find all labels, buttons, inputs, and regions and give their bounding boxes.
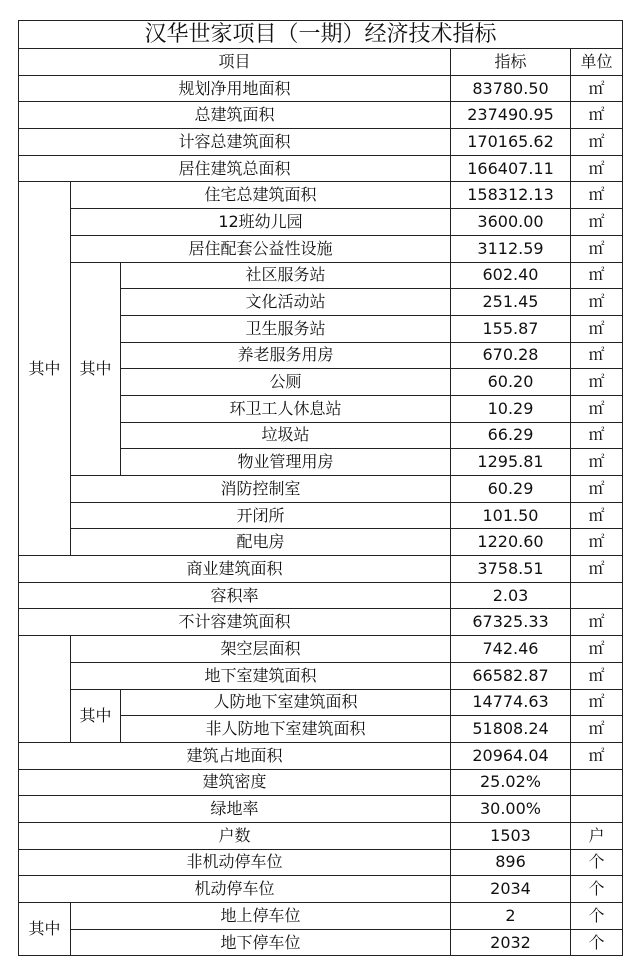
row-unit: ㎡ [571, 609, 623, 636]
subgroup-label: 其中 [71, 262, 121, 476]
row-unit: ㎡ [571, 182, 623, 209]
row-item: 非人防地下室建筑面积 [121, 716, 451, 743]
row-item: 开闭所 [71, 502, 451, 529]
row-item: 规划净用地面积 [19, 75, 451, 102]
table-row [19, 155, 623, 182]
table-row [19, 689, 623, 716]
row-value: 30.00% [451, 796, 571, 823]
row-unit: ㎡ [571, 556, 623, 583]
row-unit: ㎡ [571, 662, 623, 689]
table-row [19, 582, 623, 609]
row-item: 商业建筑面积 [19, 556, 451, 583]
table-row [19, 75, 623, 102]
row-unit: ㎡ [571, 502, 623, 529]
row-item: 非机动停车位 [19, 849, 451, 876]
row-item: 住宅总建筑面积 [71, 182, 451, 209]
row-unit: ㎡ [571, 529, 623, 556]
table-row [19, 742, 623, 769]
row-item: 配电房 [71, 529, 451, 556]
table-row [19, 929, 623, 956]
table-row [19, 102, 623, 129]
row-unit: ㎡ [571, 209, 623, 236]
row-item: 户数 [19, 822, 451, 849]
row-value: 2034 [451, 876, 571, 903]
row-unit: ㎡ [571, 689, 623, 716]
row-unit: ㎡ [571, 75, 623, 102]
row-item: 总建筑面积 [19, 102, 451, 129]
row-value: 251.45 [451, 289, 571, 316]
group-blank [19, 636, 71, 743]
row-value: 14774.63 [451, 689, 571, 716]
row-value: 51808.24 [451, 716, 571, 743]
row-item: 容积率 [19, 582, 451, 609]
row-value: 3758.51 [451, 556, 571, 583]
row-value: 1295.81 [451, 449, 571, 476]
row-item: 地下室建筑面积 [71, 662, 451, 689]
row-value: 170165.62 [451, 129, 571, 156]
table-row [19, 502, 623, 529]
row-unit [571, 796, 623, 823]
row-unit [571, 582, 623, 609]
row-item: 人防地下室建筑面积 [121, 689, 451, 716]
indicator-table [18, 20, 623, 956]
row-unit: ㎡ [571, 742, 623, 769]
table-row [19, 662, 623, 689]
row-unit: ㎡ [571, 235, 623, 262]
row-unit: ㎡ [571, 395, 623, 422]
row-unit: ㎡ [571, 129, 623, 156]
table-title: 汉华世家项目（一期）经济技术指标 [19, 21, 623, 49]
row-value: 1220.60 [451, 529, 571, 556]
row-value: 602.40 [451, 262, 571, 289]
table-row [19, 529, 623, 556]
row-unit: 个 [571, 849, 623, 876]
table-row [19, 556, 623, 583]
row-value: 67325.33 [451, 609, 571, 636]
row-value: 101.50 [451, 502, 571, 529]
row-value: 158312.13 [451, 182, 571, 209]
table-row [19, 822, 623, 849]
row-item: 文化活动站 [121, 289, 451, 316]
row-value: 3600.00 [451, 209, 571, 236]
row-item: 不计容建筑面积 [19, 609, 451, 636]
row-value: 896 [451, 849, 571, 876]
row-item: 12班幼儿园 [71, 209, 451, 236]
row-value: 25.02% [451, 769, 571, 796]
row-item: 物业管理用房 [121, 449, 451, 476]
row-item: 建筑密度 [19, 769, 451, 796]
row-item: 公厕 [121, 369, 451, 396]
row-unit: ㎡ [571, 369, 623, 396]
row-value: 155.87 [451, 315, 571, 342]
row-unit: ㎡ [571, 476, 623, 503]
row-item: 绿地率 [19, 796, 451, 823]
row-unit: ㎡ [571, 102, 623, 129]
row-item: 地下停车位 [71, 929, 451, 956]
table-row [19, 636, 623, 663]
row-value: 66582.87 [451, 662, 571, 689]
row-item: 消防控制室 [71, 476, 451, 503]
row-item: 卫生服务站 [121, 315, 451, 342]
row-item: 养老服务用房 [121, 342, 451, 369]
row-value: 1503 [451, 822, 571, 849]
row-value: 60.20 [451, 369, 571, 396]
row-unit: ㎡ [571, 262, 623, 289]
row-value: 10.29 [451, 395, 571, 422]
table-row [19, 609, 623, 636]
row-item: 机动停车位 [19, 876, 451, 903]
table-row [19, 262, 623, 289]
title-row [19, 21, 623, 49]
row-value: 2.03 [451, 582, 571, 609]
row-value: 60.29 [451, 476, 571, 503]
row-unit: ㎡ [571, 289, 623, 316]
row-value: 3112.59 [451, 235, 571, 262]
row-item: 环卫工人休息站 [121, 395, 451, 422]
table-row [19, 129, 623, 156]
row-unit: 个 [571, 929, 623, 956]
row-value: 166407.11 [451, 155, 571, 182]
table-row [19, 209, 623, 236]
row-unit: ㎡ [571, 155, 623, 182]
row-value: 66.29 [451, 422, 571, 449]
row-unit: 户 [571, 822, 623, 849]
table-row [19, 235, 623, 262]
table-row [19, 182, 623, 209]
row-item: 架空层面积 [71, 636, 451, 663]
table-row [19, 849, 623, 876]
row-item: 计容总建筑面积 [19, 129, 451, 156]
table-row [19, 476, 623, 503]
row-unit: ㎡ [571, 422, 623, 449]
header-row [19, 49, 623, 76]
row-item: 居住建筑总面积 [19, 155, 451, 182]
row-item: 社区服务站 [121, 262, 451, 289]
subgroup-label: 其中 [71, 689, 121, 742]
group-label: 其中 [19, 182, 71, 556]
row-value: 670.28 [451, 342, 571, 369]
row-value: 237490.95 [451, 102, 571, 129]
row-value: 2032 [451, 929, 571, 956]
row-value: 20964.04 [451, 742, 571, 769]
row-value: 83780.50 [451, 75, 571, 102]
row-unit: ㎡ [571, 342, 623, 369]
row-unit: ㎡ [571, 716, 623, 743]
row-unit: 个 [571, 876, 623, 903]
group-label: 其中 [19, 903, 71, 956]
header-value: 指标 [451, 49, 571, 76]
table-row [19, 796, 623, 823]
row-unit [571, 769, 623, 796]
header-item: 项目 [19, 49, 451, 76]
table-row [19, 903, 623, 930]
table-row [19, 769, 623, 796]
row-unit: ㎡ [571, 315, 623, 342]
row-item: 地上停车位 [71, 903, 451, 930]
table-row [19, 876, 623, 903]
row-item: 居住配套公益性设施 [71, 235, 451, 262]
row-unit: ㎡ [571, 636, 623, 663]
row-value: 742.46 [451, 636, 571, 663]
row-item: 垃圾站 [121, 422, 451, 449]
row-unit: ㎡ [571, 449, 623, 476]
row-value: 2 [451, 903, 571, 930]
row-unit: 个 [571, 903, 623, 930]
row-item: 建筑占地面积 [19, 742, 451, 769]
header-unit: 单位 [571, 49, 623, 76]
